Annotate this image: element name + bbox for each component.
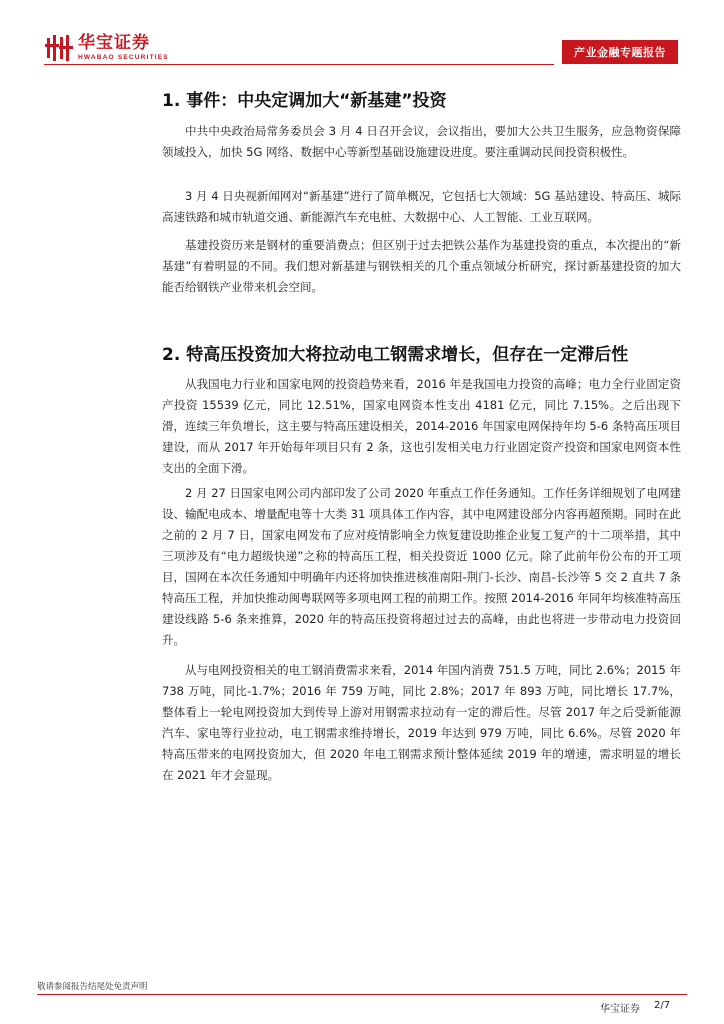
footer-divider (37, 994, 687, 995)
brand-logo (44, 33, 169, 63)
section-1-title: 1. 事件：中央定调加大“新基建”投资 (162, 91, 447, 111)
disclaimer-note: 敬请参阅报告结尾处免责声明 (37, 982, 148, 992)
section-1-paragraph-3: 基建投资历来是钢材的重要消费点；但区别于过去把铁公基作为基建投资的重点，本次提出的“新基建”有着明显的不同。我们想对新基建与钢铁相关的几个重点领域分析研究，探讨新基建投资的加大能否给钢铁产业带来机会空间。 (162, 238, 681, 294)
section-2-paragraph-1: 从我国电力行业和国家电网的投资趋势来看，2016 年是我国电力投资的高峰；电力全行业固定资产投资 15539 亿元，同比 12.51%，国家电网资本性支出 4181 亿元，同比 7.15%。之后出现下滑，连续三年负增长，这主要与特高压建设相关，2014-2016 年国家电网保持年均 5-6 条特高压项目建设，而从 2017 年开始每年项目只有 2 条，这也引发相关电力行业固定资产投资和国家电网资本性支出的全面下滑。 (162, 377, 681, 475)
section-2-title: 2. 特高压投资加大将拉动电工钢需求增长，但存在一定滞后性 (162, 345, 629, 365)
page-number: 2/7 (654, 1000, 671, 1011)
section-2-paragraph-2: 2 月 27 日国家电网公司内部印发了公司 2020 年重点工作任务通知。工作任务详细规划了电网建设、输配电成本、增量配电等十大类 31 项具体工作内容，其中电网建设部分内容再超预期。同时在此之前的 2 月 7 日，国家电网发布了应对疫情影响全力恢复建设助推企业复工复产的十二项举措，其中三项涉及有“电力超级快递”之称的特高压工程，相关投资近 1000 亿元。除了此前年份公布的开工项目，国网在本次任务通知中明确年内还将加快推进核准南阳-荆门-长沙、南昌-长沙等 5 交 2 直共 7 条特高压工程，并加快推动闽粤联网等多项电网工程的前期工作。按照 2014-2016 年同年均核准特高压建设线路 5-6 条来推算，2020 年的特高压投资将超过过去的高峰，由此也将进一步带动电力投资回升。 (162, 486, 681, 647)
header-divider (44, 64, 554, 65)
section-1-paragraph-1: 中共中央政治局常务委员会 3 月 4 日召开会议，会议指出，要加大公共卫生服务，应急物资保障领域投入，加快 5G 网络、数据中心等新型基础设施建设进度。要注重调动民间投资积极性。 (162, 124, 681, 159)
brand-name-en: HWABAO SECURITIES (78, 53, 169, 61)
huabao-logo-icon (44, 33, 74, 63)
footer-meta (600, 1000, 670, 1015)
footer-company: 华宝证券 (600, 1004, 640, 1015)
section-1-paragraph-2: 3 月 4 日央视新闻网对“新基建”进行了简单概况，它包括七大领域：5G 基站建设、特高压、城际高速铁路和城市轨道交通、新能源汽车充电桩、大数据中心、人工智能、工业互联网。 (162, 189, 681, 224)
section-2-paragraph-3: 从与电网投资相关的电工钢消费需求来看，2014 年国内消费 751.5 万吨，同比 2.6%；2015 年 738 万吨，同比-1.7%；2016 年 759 万吨，同比 2.8%；2017 年 893 万吨，同比增长 17.7%，整体看上一轮电网投资加大到传导上游对用钢需求拉动有一定的滞后性。尽管 2017 年之后受新能源汽车、家电等行业拉动，电工钢需求维持增长，2019 年达到 979 万吨，同比 6.6%。尽管 2020 年特高压带来的电网投资加大，但 2020 年电工钢需求预计整体延续 2019 年的增速，需求明显的增长在 2021 年才会显现。 (162, 663, 681, 782)
brand-name-cn: 华宝证券 (78, 32, 150, 53)
report-type-badge: 产业金融专题报告 (562, 40, 678, 64)
